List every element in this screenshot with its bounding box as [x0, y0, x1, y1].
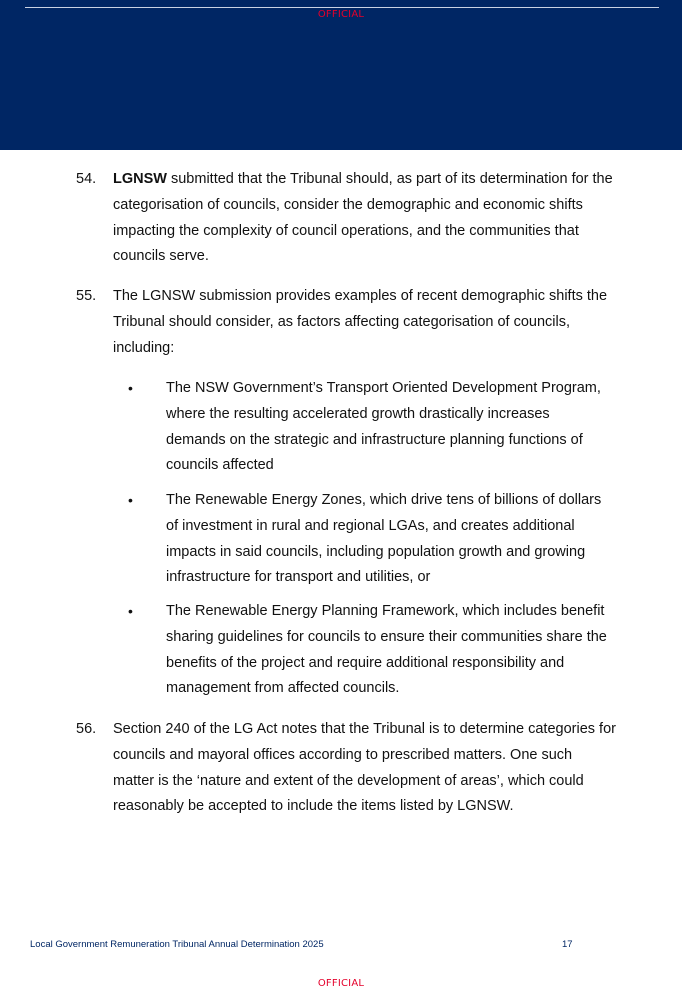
classification-marking-bottom: OFFICIAL	[317, 978, 365, 989]
footer-document-title: Local Government Remuneration Tribunal Annual Determination 2025	[30, 939, 324, 950]
paragraph-text: The LGNSW submission provides examples of recent demographic shifts the Tribunal should consider, as factors affecting categorisation of councils, including:	[113, 288, 608, 356]
bullet-text: The Renewable Energy Planning Framework, which includes benefit sharing guidelines for councils to ensure their communities share the benefits of the project and require additional responsibility and management from affected councils.	[166, 603, 607, 697]
bullet-icon: •	[128, 380, 133, 396]
header-rule	[25, 7, 659, 8]
classification-marking-top: OFFICIAL	[317, 9, 365, 20]
paragraph-55	[76, 284, 616, 361]
bullet-text: The Renewable Energy Zones, which drive tens of billions of dollars of investment in rural and regional LGAs, and creates additional impacts in said councils, including population growth and growing infrastructure for transport and utilities, or	[166, 492, 602, 586]
paragraph-body: submitted that the Tribunal should, as part of its determination for the categorisation of councils, consider the demographic and economic shifts impacting the complexity of council operations, and the communities that councils serve.	[113, 171, 613, 265]
paragraph-56	[76, 717, 616, 820]
header-banner	[0, 0, 682, 150]
paragraph-lead-bold: LGNSW	[113, 171, 167, 187]
bullet-item	[128, 488, 608, 591]
paragraph-number: 56.	[76, 721, 97, 737]
bullet-icon: •	[128, 603, 133, 619]
footer-page-number: 17	[562, 939, 573, 950]
bullet-item	[128, 376, 608, 479]
paragraph-number: 54.	[76, 171, 97, 187]
paragraph-number: 55.	[76, 288, 97, 304]
bullet-icon: •	[128, 492, 133, 508]
bullet-item	[128, 599, 608, 702]
paragraph-text	[113, 167, 616, 270]
paragraph-text: Section 240 of the LG Act notes that the Tribunal is to determine categories for councils and mayoral offices according to prescribed matters. One such matter is the ‘nature and extent of the development of areas’, which could reasonably be accepted to include the items listed by LGNSW.	[113, 721, 616, 815]
paragraph-54	[76, 167, 616, 270]
bullet-text: The NSW Government’s Transport Oriented Development Program, where the resulting accelerated growth drastically increases demands on the strategic and infrastructure planning functions of councils affected	[166, 380, 601, 474]
